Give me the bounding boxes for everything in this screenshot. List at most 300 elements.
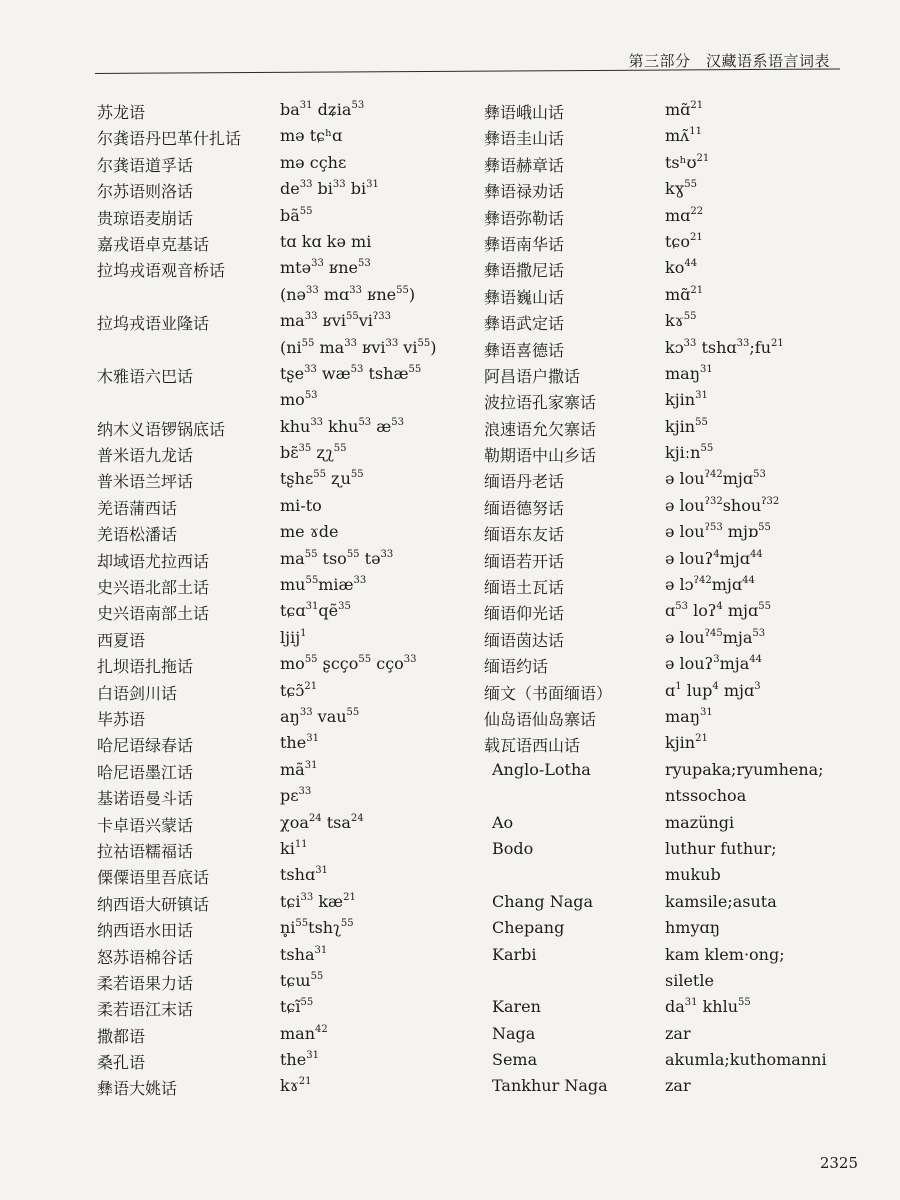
language-name: Tankhur Naga bbox=[492, 1076, 608, 1096]
language-name: 却域语尤拉西话 bbox=[97, 551, 210, 571]
word-segment: mjɑ bbox=[722, 469, 754, 489]
language-name: 纳木义语锣锅底话 bbox=[97, 419, 226, 439]
language-name: 西夏语 bbox=[97, 630, 146, 650]
tone-superscript: 31 bbox=[306, 733, 319, 745]
word-segment: mjɑ bbox=[711, 575, 743, 595]
language-name: 缅语东友话 bbox=[484, 525, 565, 545]
language-name: 撒都语 bbox=[97, 1026, 146, 1046]
word-segment: mã bbox=[280, 759, 305, 779]
word-segment: shou bbox=[722, 495, 762, 515]
word-form bbox=[665, 153, 709, 172]
language-name: Naga bbox=[492, 1023, 536, 1043]
word-form bbox=[665, 681, 761, 700]
tone-superscript: 4 bbox=[713, 548, 720, 560]
word-segment: mjɒ bbox=[722, 522, 759, 542]
word-segment: ko bbox=[665, 258, 685, 278]
language-name: 嘉戎语卓克基话 bbox=[97, 234, 210, 254]
word-segment: (ni bbox=[280, 337, 302, 357]
tone-superscript: 31 bbox=[315, 865, 328, 877]
word-form bbox=[280, 364, 421, 383]
tone-superscript: 53 bbox=[351, 100, 365, 111]
word-form bbox=[280, 786, 311, 805]
word-form bbox=[665, 575, 755, 594]
language-name: 毕苏语 bbox=[97, 709, 146, 729]
tone-superscript: 44 bbox=[749, 548, 763, 560]
tone-superscript: 55 bbox=[299, 205, 313, 217]
word-segment: tshɑ bbox=[280, 865, 316, 885]
word-form bbox=[280, 628, 307, 647]
language-name: 普米语九龙话 bbox=[97, 446, 194, 466]
word-form bbox=[665, 311, 696, 330]
word-form bbox=[665, 258, 697, 277]
tone-superscript: 31 bbox=[366, 179, 379, 191]
word-form bbox=[665, 654, 762, 673]
language-name: 波拉语孔家寨话 bbox=[484, 393, 597, 413]
language-name: 史兴语南部土话 bbox=[97, 604, 210, 624]
word-segment: me ɤde bbox=[280, 522, 339, 542]
word-segment: ə lou bbox=[665, 627, 705, 647]
language-name: 彝语圭山话 bbox=[484, 129, 565, 149]
page-number: 2325 bbox=[819, 1154, 858, 1172]
word-segment: bã bbox=[280, 205, 300, 225]
word-form bbox=[665, 813, 734, 832]
tone-superscript: 44 bbox=[684, 258, 698, 270]
word-form bbox=[280, 549, 393, 568]
tone-superscript: 55 bbox=[738, 997, 751, 1009]
word-form bbox=[665, 232, 703, 251]
tone-superscript: 55 bbox=[304, 548, 318, 560]
word-segment: tɕɑ bbox=[280, 601, 306, 621]
word-segment: ) bbox=[430, 337, 437, 357]
tone-superscript: 3 bbox=[713, 654, 720, 666]
language-name: 史兴语北部土话 bbox=[97, 578, 210, 598]
tone-superscript: 21 bbox=[771, 337, 784, 349]
tone-superscript: 55 bbox=[417, 337, 431, 349]
word-segment: ki bbox=[280, 838, 295, 858]
tone-superscript: 33 bbox=[300, 891, 314, 903]
word-segment: bi bbox=[345, 179, 367, 199]
word-segment: ʁvi bbox=[317, 311, 346, 331]
word-segment: kɤ bbox=[280, 1076, 299, 1096]
language-name: Sema bbox=[492, 1050, 538, 1070]
word-segment: ;fu bbox=[749, 337, 772, 357]
language-name: 拉坞戎语观音桥话 bbox=[97, 261, 226, 281]
word-segment: tɑ kɑ kə mi bbox=[280, 231, 372, 251]
tone-superscript: 31 bbox=[314, 944, 328, 956]
tone-superscript: 31 bbox=[305, 601, 319, 613]
word-segment: mɑ̃ bbox=[665, 100, 691, 119]
word-segment: dʑia bbox=[312, 100, 352, 119]
word-form bbox=[665, 285, 703, 304]
word-segment: ʐu bbox=[325, 469, 351, 489]
language-name: Chang Naga bbox=[492, 891, 594, 911]
word-segment: tshʅ bbox=[308, 918, 341, 938]
language-name: 彝语喜德话 bbox=[484, 340, 565, 360]
word-form bbox=[665, 918, 720, 937]
word-segment: miæ bbox=[318, 575, 354, 595]
tone-superscript: 55 bbox=[684, 179, 698, 191]
tone-superscript: 33 bbox=[311, 258, 324, 270]
language-name: 纳西语大研镇话 bbox=[97, 894, 210, 914]
tone-superscript: 53 bbox=[357, 258, 371, 270]
tone-superscript: ʔ32 bbox=[704, 495, 723, 507]
word-form bbox=[665, 971, 714, 990]
word-segment: da bbox=[665, 997, 685, 1017]
word-form bbox=[665, 865, 721, 884]
word-form bbox=[280, 206, 313, 225]
word-segment: tsha bbox=[280, 944, 315, 964]
running-header: 第三部分 汉藏语系语言词表 bbox=[628, 52, 830, 70]
word-segment: kɣ bbox=[665, 179, 685, 199]
tone-superscript: 55 bbox=[695, 416, 708, 428]
word-segment: the bbox=[280, 733, 307, 753]
word-form bbox=[665, 364, 713, 383]
language-name: 缅语约话 bbox=[484, 657, 549, 677]
word-segment: cço bbox=[371, 654, 404, 674]
word-form bbox=[280, 1076, 311, 1095]
word-segment: ə lou bbox=[665, 495, 705, 515]
language-name: 扎坝语扎拖话 bbox=[97, 657, 194, 677]
language-name: 羌语蒲西话 bbox=[97, 498, 178, 518]
word-form bbox=[280, 311, 391, 330]
word-segment: kɤ bbox=[665, 311, 684, 331]
language-name: 柔若语江末话 bbox=[97, 1000, 194, 1020]
header-rule bbox=[95, 68, 840, 74]
word-segment: mjɑ bbox=[719, 548, 750, 568]
word-segment: tɕo bbox=[665, 231, 691, 251]
word-form bbox=[665, 997, 751, 1016]
word-segment: tɕɔ̃ bbox=[280, 680, 305, 700]
tone-superscript: 55 bbox=[350, 469, 364, 481]
word-form bbox=[280, 285, 415, 304]
tone-superscript: 55 bbox=[295, 918, 309, 930]
word-segment: tɕĩ bbox=[280, 997, 301, 1017]
tone-superscript: 53 bbox=[391, 416, 405, 428]
tone-superscript: 33 bbox=[380, 548, 394, 560]
word-segment: the bbox=[280, 1050, 307, 1070]
tone-superscript: 1 bbox=[675, 680, 682, 692]
word-form bbox=[665, 733, 708, 752]
word-segment: kamsile;asuta bbox=[665, 891, 777, 911]
word-form bbox=[280, 654, 417, 673]
word-segment: hmyɑŋ bbox=[665, 918, 721, 938]
tone-superscript: ʔ53 bbox=[704, 522, 723, 534]
word-segment: pɛ bbox=[280, 786, 299, 806]
language-name: 卡卓语兴蒙话 bbox=[97, 815, 194, 835]
word-segment: mjɑ bbox=[718, 680, 755, 700]
tone-superscript: 33 bbox=[299, 179, 313, 191]
language-name: 勒期语中山乡话 bbox=[484, 446, 597, 466]
word-form bbox=[280, 338, 436, 357]
tone-superscript: 55 bbox=[340, 918, 354, 930]
language-name: 纳西语水田话 bbox=[97, 921, 194, 941]
word-segment: man bbox=[280, 1023, 316, 1043]
word-segment: mu bbox=[280, 575, 306, 595]
tone-superscript: 33 bbox=[304, 311, 318, 323]
word-segment: ʁvi bbox=[356, 337, 386, 357]
word-form bbox=[280, 179, 379, 198]
word-form bbox=[665, 496, 779, 515]
tone-superscript: ʔ42 bbox=[693, 575, 712, 587]
word-segment: ) bbox=[408, 284, 416, 304]
word-segment: (nə bbox=[280, 284, 307, 304]
tone-superscript: ʔ45 bbox=[704, 627, 723, 639]
tone-superscript: 33 bbox=[306, 284, 319, 296]
language-name: 柔若语果力话 bbox=[97, 973, 194, 993]
word-form bbox=[280, 892, 356, 911]
word-form bbox=[280, 469, 364, 488]
tone-superscript: 55 bbox=[358, 654, 372, 666]
word-segment: kjin bbox=[665, 733, 696, 753]
word-segment: kɔ bbox=[665, 337, 684, 357]
tone-superscript: 55 bbox=[408, 363, 422, 375]
tone-superscript: 55 bbox=[300, 997, 314, 1009]
language-name: 缅语土瓦话 bbox=[484, 578, 565, 598]
tone-superscript: 55 bbox=[396, 284, 409, 296]
word-form bbox=[280, 839, 308, 858]
tone-superscript: 33 bbox=[344, 337, 357, 349]
word-segment: siletle bbox=[665, 970, 714, 990]
tone-superscript: 33 bbox=[310, 416, 324, 428]
tone-superscript: 33 bbox=[304, 363, 317, 375]
word-segment: ɑ bbox=[665, 601, 676, 621]
language-name: 浪速语允欠寨话 bbox=[484, 419, 597, 439]
tone-superscript: 33 bbox=[349, 284, 362, 296]
word-form bbox=[280, 681, 317, 700]
tone-superscript: 53 bbox=[753, 469, 766, 481]
tone-superscript: 55 bbox=[346, 706, 360, 718]
language-name: 尔苏语则洛话 bbox=[97, 182, 194, 202]
tone-superscript: 55 bbox=[346, 311, 359, 323]
word-segment: kjin bbox=[665, 390, 696, 410]
language-name: 缅语仰光话 bbox=[484, 604, 565, 624]
tone-superscript: 53 bbox=[358, 416, 372, 428]
tone-superscript: 4 bbox=[712, 680, 719, 692]
tone-superscript: 53 bbox=[675, 601, 688, 613]
word-segment: ryupaka;ryumhena; bbox=[665, 759, 824, 779]
tone-superscript: 1 bbox=[300, 627, 307, 639]
word-form bbox=[665, 1024, 691, 1043]
language-name: 彝语武定话 bbox=[484, 314, 565, 334]
word-segment: tɕi bbox=[280, 891, 301, 911]
language-name: 普米语兰坪话 bbox=[97, 472, 194, 492]
word-segment: bɛ̃ bbox=[280, 443, 299, 463]
language-name: Anglo-Lotha bbox=[492, 759, 591, 779]
tone-superscript: 55 bbox=[310, 970, 324, 982]
language-name: 阿昌语户撒话 bbox=[484, 366, 581, 386]
tone-superscript: 21 bbox=[298, 1076, 312, 1088]
word-form bbox=[280, 918, 354, 937]
word-segment: tshɑ bbox=[696, 337, 737, 357]
word-segment: χoa bbox=[280, 812, 309, 832]
tone-superscript: ʔ32 bbox=[761, 495, 780, 507]
language-name: 尔龚语道孚话 bbox=[97, 155, 194, 175]
tone-superscript: 55 bbox=[683, 311, 697, 323]
language-name: 哈尼语绿春话 bbox=[97, 736, 194, 756]
language-name: 彝语赫章话 bbox=[484, 155, 565, 175]
word-form bbox=[280, 1050, 319, 1069]
language-name: 缅语德努话 bbox=[484, 498, 565, 518]
word-form bbox=[280, 575, 366, 594]
language-name: 缅语茵达话 bbox=[484, 630, 565, 650]
word-form bbox=[665, 1050, 827, 1069]
word-segment: lup bbox=[681, 680, 713, 700]
word-segment: ntssochoa bbox=[665, 786, 747, 806]
word-form bbox=[280, 126, 342, 145]
tone-superscript: 31 bbox=[304, 759, 318, 771]
tone-superscript: 44 bbox=[742, 575, 755, 587]
word-form bbox=[280, 443, 346, 462]
word-segment: mʌ̃ bbox=[665, 126, 690, 146]
word-form bbox=[280, 945, 327, 964]
tone-superscript: 33 bbox=[332, 179, 346, 191]
word-form bbox=[665, 892, 777, 911]
language-name: 基诺语曼斗话 bbox=[97, 789, 194, 809]
tone-superscript: 31 bbox=[299, 100, 313, 111]
word-segment: de bbox=[280, 179, 300, 199]
tone-superscript: 4 bbox=[716, 601, 723, 613]
word-form bbox=[280, 258, 371, 277]
tone-superscript: 11 bbox=[689, 126, 702, 138]
word-segment: æ bbox=[371, 416, 392, 436]
language-name: 白语剑川话 bbox=[97, 683, 178, 703]
tone-superscript: 21 bbox=[304, 680, 318, 692]
word-form bbox=[665, 839, 777, 858]
language-name: 彝语大姚话 bbox=[97, 1079, 178, 1099]
word-segment: vau bbox=[312, 706, 347, 726]
tone-superscript: 33 bbox=[353, 575, 367, 587]
word-form bbox=[280, 733, 319, 752]
language-name: 傈僳语里吾底话 bbox=[97, 868, 210, 888]
word-segment: maŋ bbox=[665, 706, 701, 726]
word-form bbox=[280, 971, 323, 990]
word-segment: mə cçhɛ bbox=[280, 152, 347, 172]
language-name: 载瓦语西山话 bbox=[484, 736, 581, 756]
word-form bbox=[280, 1024, 328, 1043]
language-name: 羌语松潘话 bbox=[97, 525, 178, 545]
tone-superscript: 31 bbox=[306, 1050, 319, 1062]
tone-superscript: 31 bbox=[695, 390, 708, 402]
tone-superscript: 33 bbox=[683, 337, 697, 349]
word-segment: tʂhɛ bbox=[280, 469, 314, 489]
word-form bbox=[280, 496, 322, 515]
word-segment: mtə bbox=[280, 258, 312, 278]
tone-superscript: 55 bbox=[305, 575, 319, 587]
word-segment: tɕɯ bbox=[280, 970, 311, 990]
word-segment: zar bbox=[665, 1076, 691, 1096]
tone-superscript: 55 bbox=[313, 469, 326, 481]
word-segment: wæ bbox=[316, 363, 351, 383]
tone-superscript: 24 bbox=[350, 812, 364, 824]
tone-superscript: 31 bbox=[700, 706, 713, 718]
tone-superscript: 55 bbox=[346, 548, 360, 560]
tone-superscript: 53 bbox=[752, 627, 766, 639]
word-segment: ma bbox=[314, 337, 345, 357]
language-name: 贵琼语麦崩话 bbox=[97, 208, 194, 228]
word-form bbox=[280, 390, 318, 409]
word-segment: mo bbox=[280, 654, 305, 674]
language-name: 缅文（书面缅语） bbox=[484, 683, 613, 703]
language-name: 尔龚语丹巴革什扎话 bbox=[97, 129, 242, 149]
language-name: Bodo bbox=[492, 838, 534, 858]
tone-superscript: 53 bbox=[350, 363, 364, 375]
word-segment: mja bbox=[722, 627, 753, 647]
tone-superscript: 33 bbox=[385, 337, 399, 349]
word-form bbox=[280, 522, 338, 541]
word-segment: bi bbox=[312, 179, 333, 199]
language-name: Karbi bbox=[492, 944, 537, 964]
word-form bbox=[665, 1076, 691, 1095]
word-form bbox=[665, 417, 708, 436]
word-segment: mə tɕʰɑ bbox=[280, 126, 343, 146]
tone-superscript: 55 bbox=[333, 443, 347, 455]
tone-superscript: 21 bbox=[690, 100, 704, 111]
word-segment: vi bbox=[358, 311, 373, 331]
word-segment: tʂe bbox=[280, 363, 305, 383]
word-segment: ma bbox=[280, 548, 305, 568]
word-segment: ɑ bbox=[665, 680, 676, 700]
word-form bbox=[665, 206, 703, 225]
tone-superscript: 44 bbox=[749, 654, 762, 666]
word-form bbox=[665, 179, 697, 198]
tone-superscript: 33 bbox=[403, 654, 417, 666]
word-segment: ba bbox=[280, 100, 300, 119]
language-name: 仙岛语仙岛寨话 bbox=[484, 709, 597, 729]
word-form bbox=[665, 443, 713, 462]
word-form bbox=[280, 997, 313, 1016]
word-form bbox=[665, 469, 766, 488]
language-name: 缅语若开话 bbox=[484, 551, 565, 571]
word-form bbox=[280, 601, 351, 620]
tone-superscript: 55 bbox=[758, 601, 771, 613]
word-segment: ə lɔ bbox=[665, 575, 694, 595]
tone-superscript: 55 bbox=[758, 522, 771, 534]
word-form bbox=[665, 628, 765, 647]
word-segment: khlu bbox=[697, 997, 739, 1017]
tone-superscript: 21 bbox=[690, 284, 704, 296]
language-name: 彝语南华话 bbox=[484, 234, 565, 254]
language-name: 木雅语六巴话 bbox=[97, 366, 194, 386]
word-segment: akumla;kuthomanni bbox=[665, 1050, 827, 1070]
word-form bbox=[280, 760, 317, 779]
tone-superscript: 42 bbox=[315, 1023, 328, 1035]
word-segment: mja bbox=[719, 654, 750, 674]
language-name: 怒苏语棉谷话 bbox=[97, 947, 194, 967]
word-segment: zar bbox=[665, 1023, 691, 1043]
word-form bbox=[280, 232, 371, 251]
word-form bbox=[280, 417, 404, 436]
word-segment: ma bbox=[280, 311, 305, 331]
tone-superscript: 21 bbox=[695, 733, 708, 745]
word-segment: mo bbox=[280, 390, 305, 410]
word-form bbox=[280, 707, 359, 726]
word-segment: mɑ bbox=[318, 284, 350, 304]
tone-superscript: 22 bbox=[690, 205, 704, 217]
language-name: 拉坞戎语业隆话 bbox=[97, 314, 210, 334]
language-name: Ao bbox=[492, 812, 514, 832]
word-segment: tshæ bbox=[363, 363, 409, 383]
language-name: 彝语峨山话 bbox=[484, 103, 565, 122]
word-form bbox=[280, 813, 364, 832]
word-segment: tso bbox=[317, 548, 347, 568]
tone-superscript: 55 bbox=[301, 337, 315, 349]
word-segment: kam klem·ong; bbox=[665, 944, 785, 964]
word-segment: ljij bbox=[280, 627, 301, 647]
word-form bbox=[665, 522, 771, 541]
word-segment: mɑ bbox=[665, 205, 691, 225]
word-segment: tsʰʊ bbox=[665, 152, 697, 172]
word-segment: kæ bbox=[313, 891, 344, 911]
